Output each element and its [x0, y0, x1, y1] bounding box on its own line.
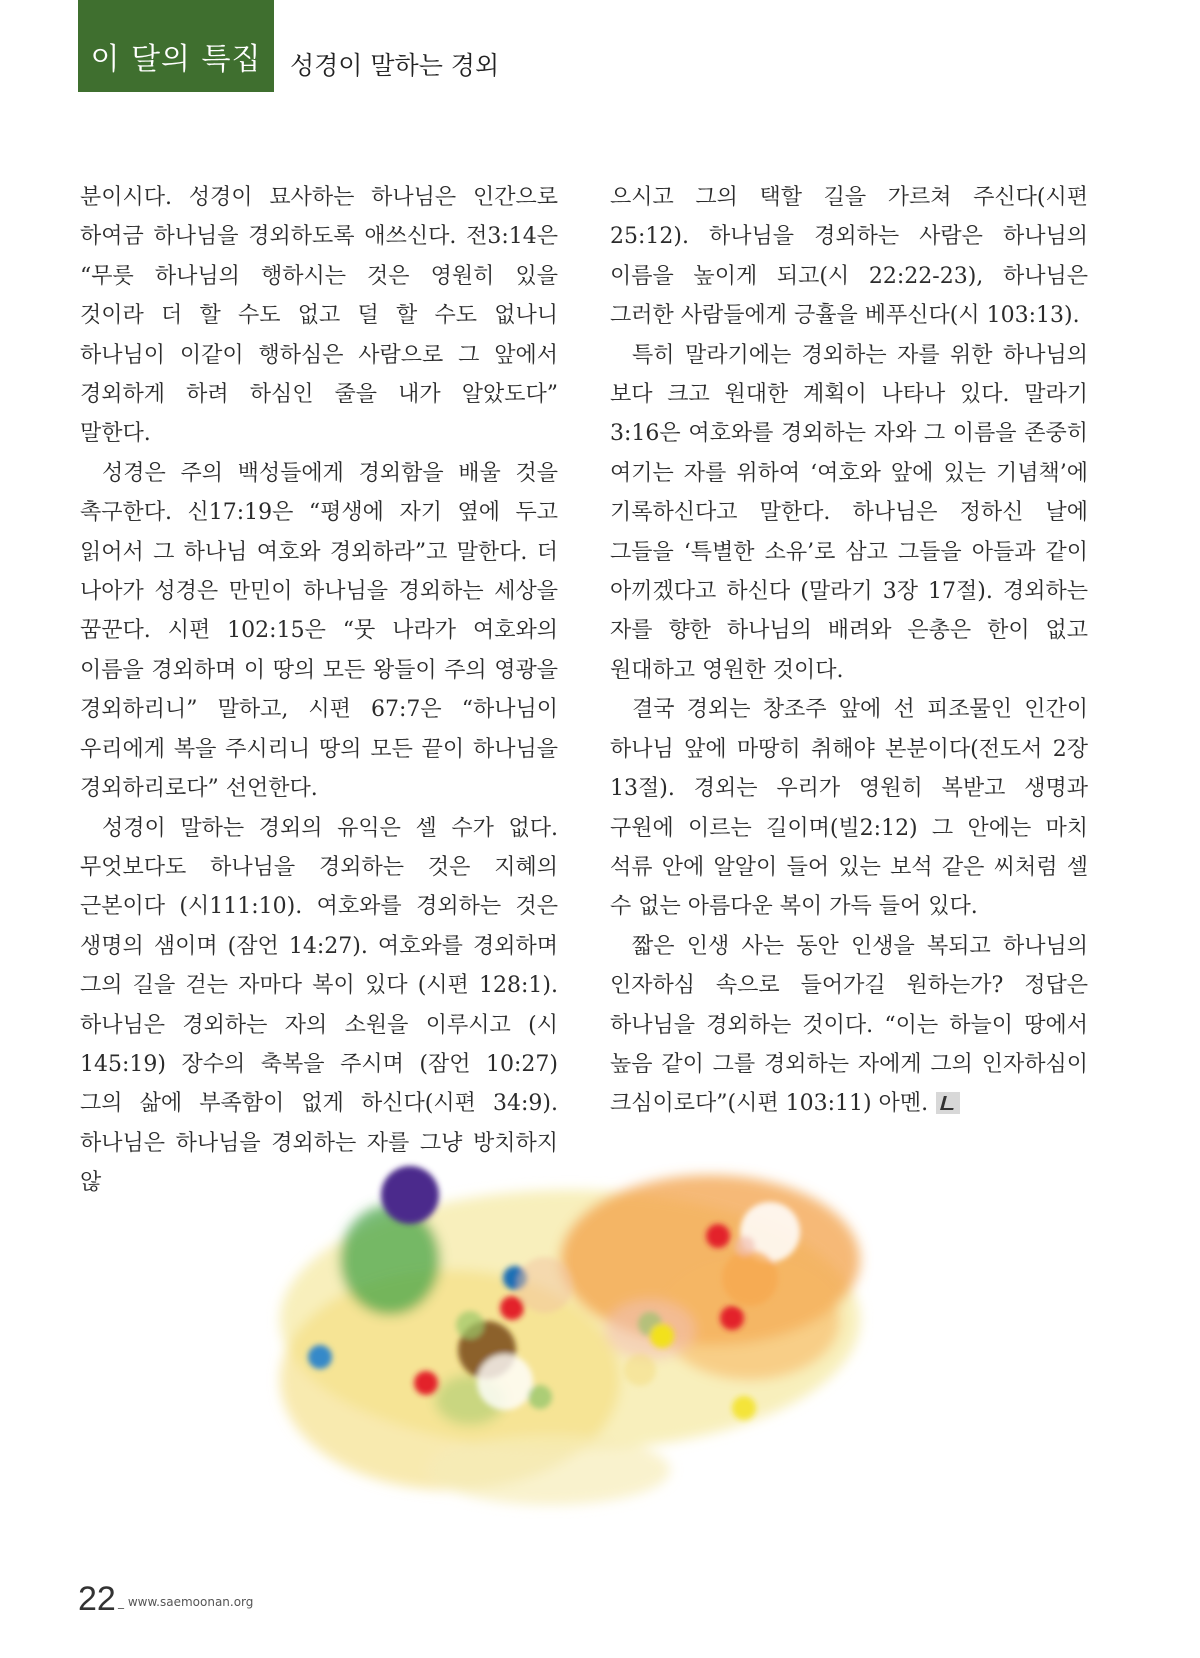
paragraph: 성경은 주의 백성들에게 경외함을 배울 것을 촉구한다. 신17:19은 “평생에 자기 옆에 두고 읽어서 그 하나님 여호와 경외하라”고 말한다. 더 나아가 성경은 만민이 하나님을 경외하는 세상을 꿈꾼다. 시편 102:15은 “뭇 나라가 여호와의 이름을 경외하며 이 땅의 모든 왕들이 주의 영광을 경외하리니” 말하고, 시편 67:7은 “하나님이 우리에게 복을 주시리니 땅의 모든 끝이 하나님을 경외하리로다” 선언한다.: [80, 460, 558, 802]
paragraph: 분이시다. 성경이 묘사하는 하나님은 인간으로 하여금 하나님을 경외하도록 애쓰신다. 전3:14은 “무릇 하나님의 행하시는 것은 영원히 있을 것이라 더 할 수도 없고 덜 할 수도 없나니 하나님이 이같이 행하심은 사람으로 그 앞에서 경외하게 하려 하심인 줄을 내가 알았도다” 말한다.: [80, 185, 558, 447]
paragraph-text: 짧은 인생 사는 동안 인생을 복되고 하나님의 인자하심 속으로 들어가길 원하는가? 정답은 하나님을 경외하는 것이다. “이는 하늘이 땅에서 높음 같이 그를 경외하는 자에게 그의 인자하심이 크심이로다”(시편 103:11) 아멘.: [610, 933, 1088, 1117]
left-column: [80, 178, 558, 1203]
paragraph-final: [610, 927, 1088, 1124]
right-column: [610, 178, 1088, 1124]
paragraph: 특히 말라기에는 경외하는 자를 위한 하나님의 보다 크고 원대한 계획이 나타나 있다. 말라기 3:16은 여호와를 경외하는 자와 그 이름을 존중히 여기는 자를 위하여 ‘여호와 앞에 있는 기념책’에 기록하신다고 말한다. 하나님은 정하신 날에 그들을 ‘특별한 소유’로 삼고 그들을 아들과 같이 아끼겠다고 하신다 (말라기 3장 17절). 경외하는 자를 향한 하나님의 배려와 은총은 한이 없고 원대하고 영원한 것이다.: [610, 342, 1088, 683]
watercolor-illustration: [250, 1150, 890, 1530]
paragraph: 결국 경외는 창조주 앞에 선 피조물인 인간이 하나님 앞에 마땅히 취해야 본분이다(전도서 2장 13절). 경외는 우리가 영원히 복받고 생명과 구원에 이르는 길이며(빌2:12) 그 안에는 마치 석류 안에 알알이 들어 있는 보석 같은 씨처럼 셀 수 없는 아름다운 복이 가득 들어 있다.: [610, 697, 1088, 920]
paragraph: 성경이 말하는 경외의 유익은 셀 수가 없다. 무엇보다도 하나님을 경외하는 것은 지혜의 근본이다 (시111:10). 여호와를 경외하는 것은 생명의 샘이며 (잠언 14:27). 여호와를 경외하며 그의 길을 걷는 자마다 복이 있다 (시편 128:1). 하나님은 경외하는 자의 소원을 이루시고 (시 145:19) 장수의 축복을 주시며 (잠언 10:27) 그의 삶에 부족함이 없게 하신다(시편 34:9). 하나님은 하나님을 경외하는 자를 그냥 방치하지 않: [80, 815, 558, 1196]
page-number: 22: [78, 1580, 116, 1618]
end-mark-icon: [936, 1092, 960, 1114]
page-title: 성경이 말하는 경외: [290, 51, 500, 80]
footer-url: _ www.saemoonan.org: [118, 1595, 254, 1609]
section-tab: [78, 0, 274, 92]
section-label: 이 달의 특집: [90, 42, 262, 77]
paragraph: 으시고 그의 택할 길을 가르쳐 주신다(시편 25:12). 하나님을 경외하는 사람은 하나님의 이름을 높이게 되고(시 22:22-23), 하나님은 그러한 사람들에게 긍휼을 베푸신다(시 103:13).: [610, 185, 1088, 329]
